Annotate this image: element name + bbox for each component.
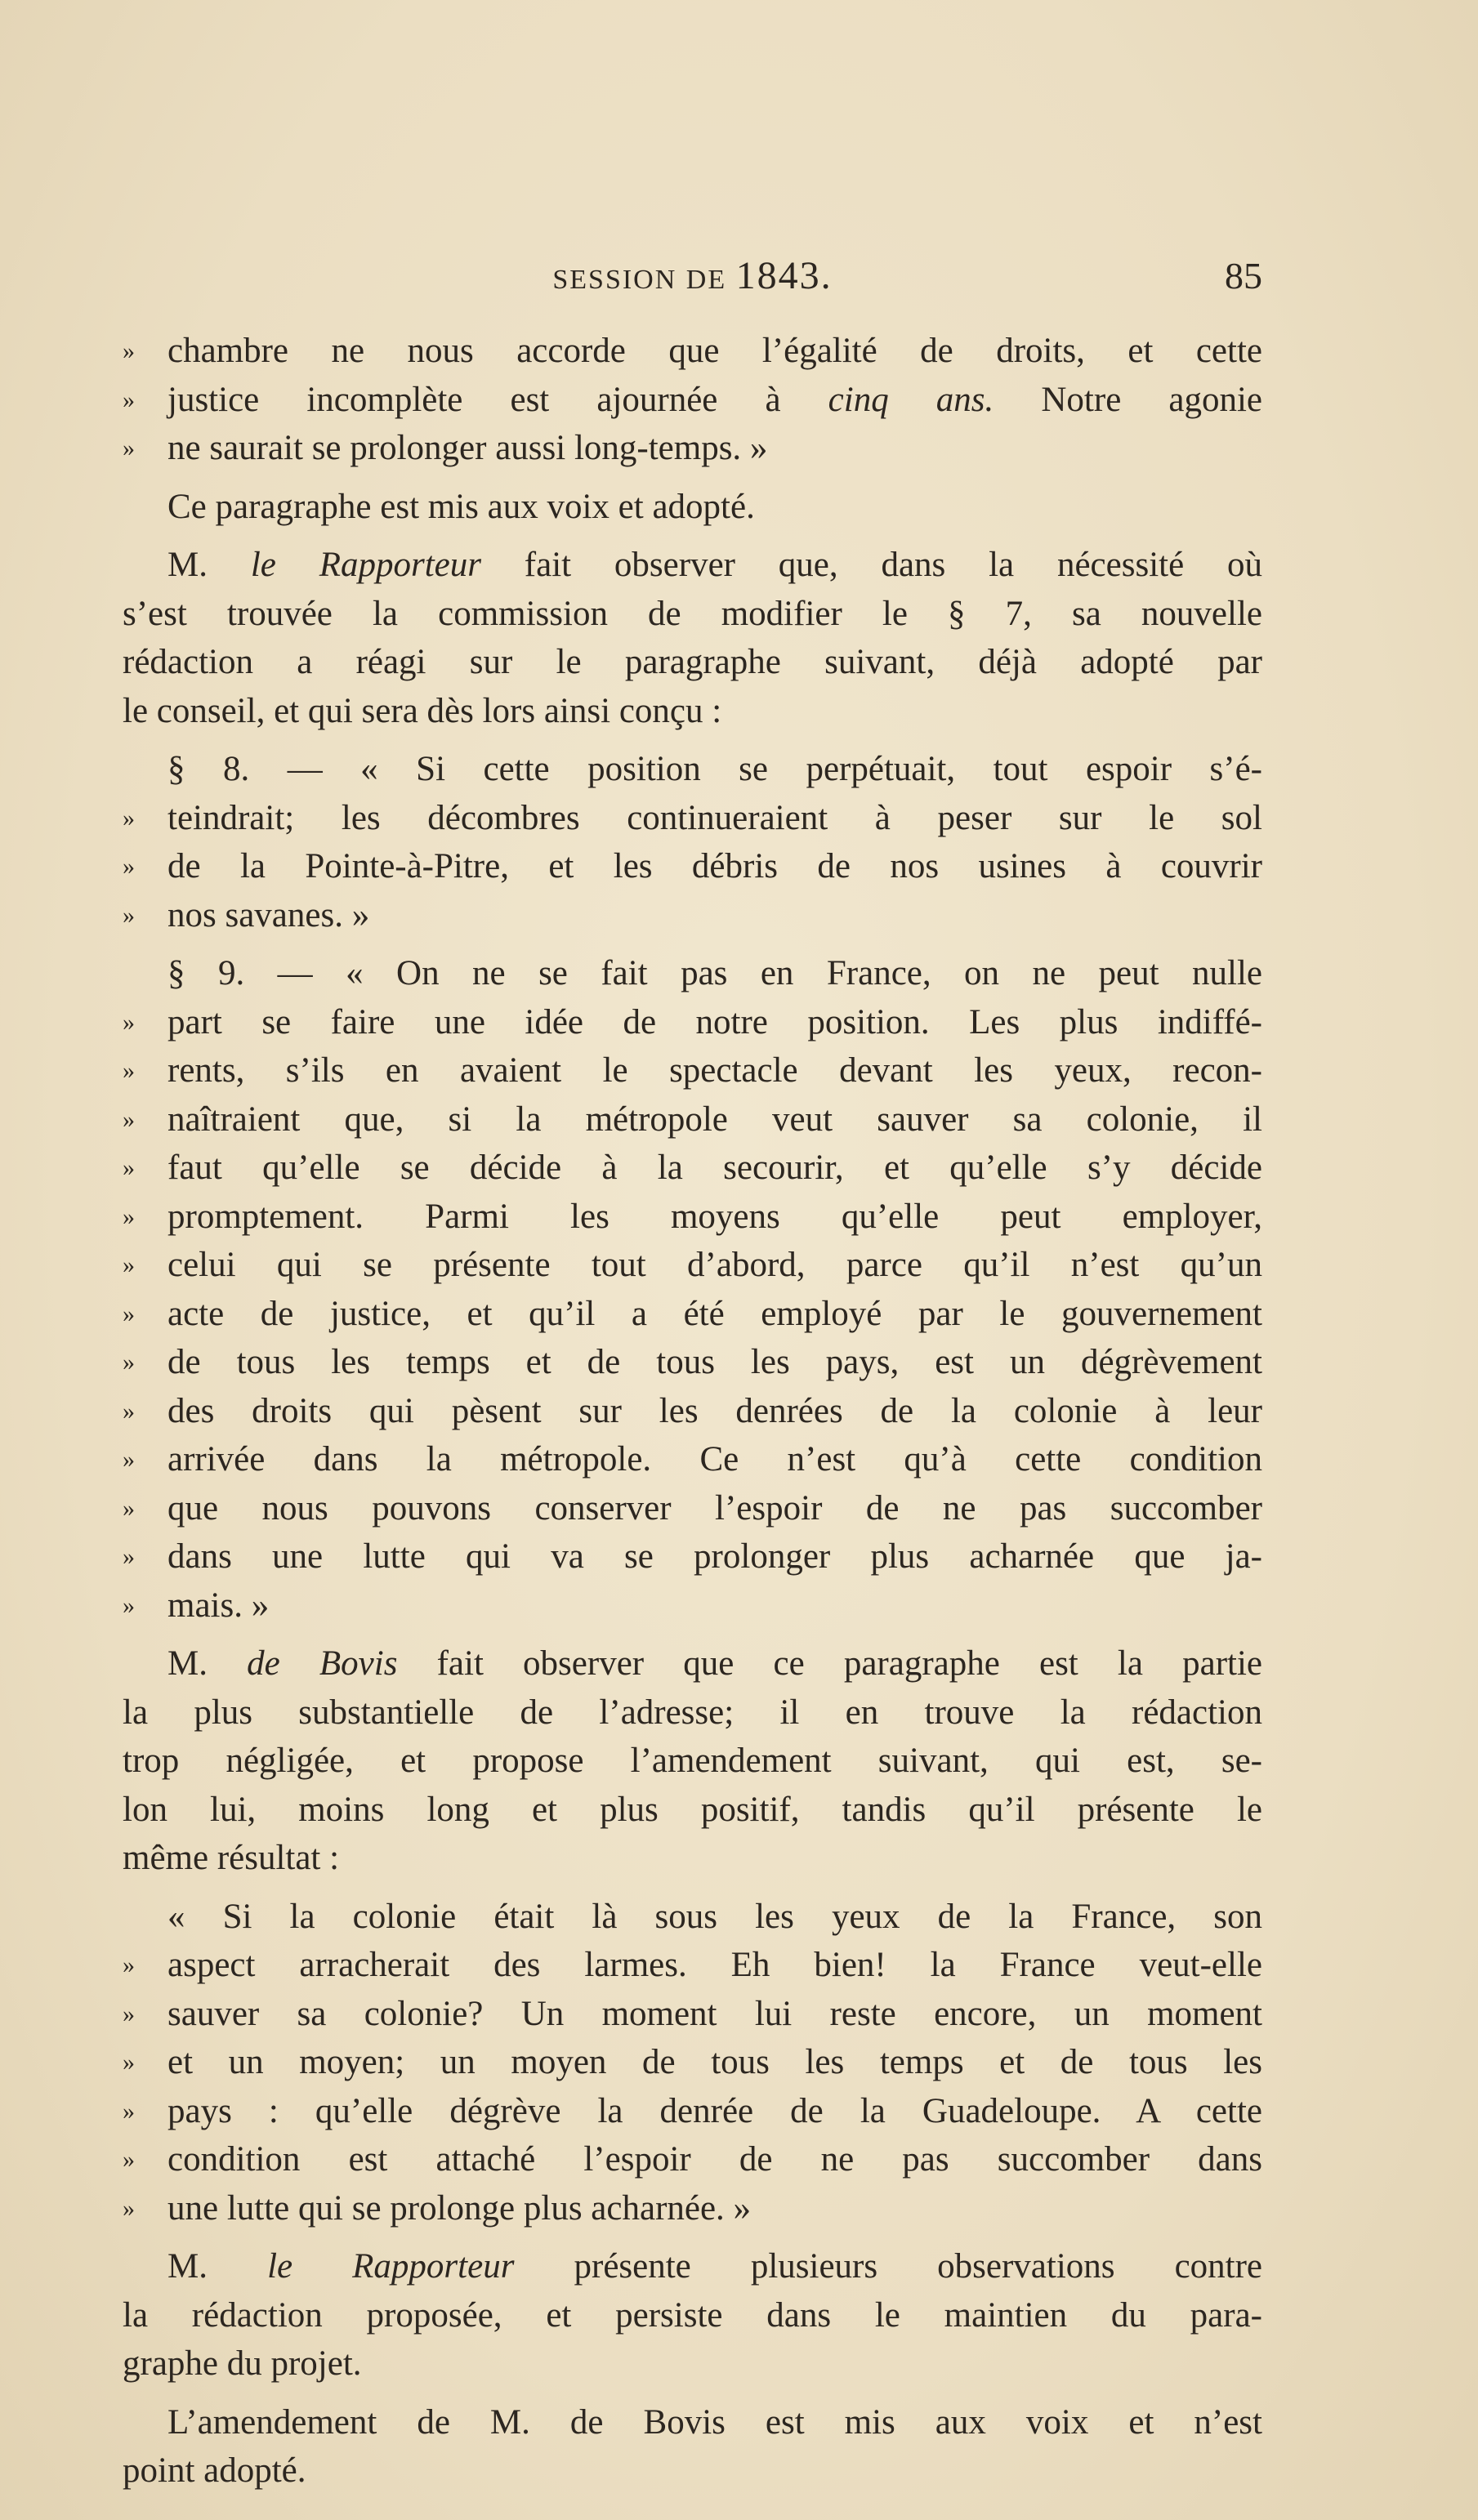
body-text xyxy=(123,327,1262,2495)
paragraph-gap xyxy=(123,1883,1262,1893)
text-line xyxy=(123,1737,1262,1786)
text-line xyxy=(123,891,1262,940)
line-text: la plus substantielle de l’adresse; il en trouve la rédaction xyxy=(123,1693,1262,1732)
text-line xyxy=(123,2339,1262,2388)
quote-mark: » xyxy=(123,853,135,880)
quote-mark: » xyxy=(123,901,135,929)
line-text: sauver sa colonie? Un moment lui reste encore, un moment xyxy=(167,1994,1262,2033)
line-italic-text: de Bovis xyxy=(247,1644,398,1683)
text-line xyxy=(123,1532,1262,1581)
line-text: graphe du projet. xyxy=(123,2344,362,2383)
line-text: trop négligée, et propose l’amendement suivant, qui est, se- xyxy=(123,1742,1262,1780)
quote-mark: » xyxy=(123,804,135,832)
line-text: naîtraient que, si la métropole veut sauver sa colonie, il xyxy=(167,1099,1262,1139)
line-text: condition est attaché l’espoir de ne pas succomber dans xyxy=(167,2140,1262,2179)
text-line xyxy=(123,327,1262,376)
text-line xyxy=(123,1990,1262,2039)
text-line xyxy=(123,1387,1262,1436)
quote-mark: » xyxy=(123,386,135,413)
line-text: des droits qui pèsent sur les denrées de la colonie à leur xyxy=(167,1391,1262,1430)
line-text: part se faire une idée de notre position. Les plus indiffé- xyxy=(167,1002,1262,1041)
quote-mark: » xyxy=(123,2146,135,2173)
text-line xyxy=(123,1893,1262,1942)
quote-mark: » xyxy=(123,1251,135,1278)
quote-mark: » xyxy=(123,1057,135,1084)
line-text: faut qu’elle se décide à la secourir, et qu’elle s’y décide xyxy=(167,1148,1262,1187)
text-line xyxy=(123,2087,1262,2136)
quote-mark: » xyxy=(123,435,135,462)
line-text: même résultat : xyxy=(123,1839,340,1877)
text-line xyxy=(123,1941,1262,1990)
line-text: de la Pointe-à-Pitre, et les débris de nos usines à couvrir xyxy=(167,847,1262,885)
line-text: point adopté. xyxy=(123,2451,306,2490)
line-text: que nous pouvons conserver l’espoir de ne pas succomber xyxy=(167,1488,1262,1528)
text-line xyxy=(123,1290,1262,1339)
line-text: promptement. Parmi les moyens qu’elle peut employer, xyxy=(167,1197,1262,1236)
paragraph-gap xyxy=(123,2388,1262,2398)
quote-mark: » xyxy=(123,1300,135,1327)
quote-mark: » xyxy=(123,1591,135,1619)
line-text: nos savanes. » xyxy=(167,895,370,934)
line-text: justice incomplète est ajournée à xyxy=(167,380,828,419)
text-line xyxy=(123,745,1262,794)
text-line xyxy=(123,1834,1262,1883)
text-line xyxy=(123,376,1262,425)
line-text: arrivée dans la métropole. Ce n’est qu’à cette condition xyxy=(167,1440,1262,1479)
line-text-continued: fait observer que ce paragraphe est la partie xyxy=(397,1644,1262,1683)
line-text: pays : qu’elle dégrève la denrée de la Guadeloupe. A cette xyxy=(167,2091,1262,2130)
running-header xyxy=(123,252,1262,301)
quote-mark: » xyxy=(123,1397,135,1425)
paragraph-gap xyxy=(123,1630,1262,1639)
text-line xyxy=(123,2291,1262,2340)
text-line xyxy=(123,1484,1262,1533)
running-title-word-1: SESSION xyxy=(552,265,677,295)
text-line xyxy=(123,1688,1262,1737)
paragraph-gap xyxy=(123,473,1262,483)
text-line xyxy=(123,1144,1262,1193)
line-text: de tous les temps et de tous les pays, est un dégrèvement xyxy=(167,1343,1262,1381)
quote-mark: » xyxy=(123,1349,135,1376)
line-text: M. xyxy=(167,1644,248,1683)
line-text: dans une lutte qui va se prolonger plus acharnée que ja- xyxy=(167,1537,1262,1576)
text-line xyxy=(123,998,1262,1047)
line-text: teindrait; les décombres continueraient à peser sur le sol xyxy=(167,798,1262,837)
text-line xyxy=(123,687,1262,736)
quote-mark: » xyxy=(123,2049,135,2076)
text-line xyxy=(123,1193,1262,1242)
line-text: rents, s’ils en avaient le spectacle devant les yeux, recon- xyxy=(167,1051,1262,1090)
line-italic-text: cinq ans. xyxy=(828,380,994,419)
line-text: s’est trouvée la commission de modifier le § 7, sa nouvelle xyxy=(123,594,1262,633)
paragraph-gap xyxy=(123,939,1262,949)
text-line xyxy=(123,483,1262,532)
line-text: et un moyen; un moyen de tous les temps et de tous les xyxy=(167,2043,1262,2081)
line-text: ne saurait se prolonger aussi long-temps. » xyxy=(167,429,768,467)
text-line xyxy=(123,1581,1262,1630)
quote-mark: » xyxy=(123,1154,135,1181)
text-line xyxy=(123,1435,1262,1484)
text-line xyxy=(123,842,1262,891)
text-line xyxy=(123,794,1262,843)
quote-mark: » xyxy=(123,1008,135,1036)
text-line xyxy=(123,949,1262,998)
text-line xyxy=(123,1095,1262,1144)
line-text: M. xyxy=(167,2247,268,2286)
running-title-word-2: DE xyxy=(685,265,727,295)
running-title xyxy=(123,252,1262,305)
line-text: Ce paragraphe est mis aux voix et adopté. xyxy=(167,487,755,526)
paragraph-gap xyxy=(123,2232,1262,2242)
running-title-year: 1843. xyxy=(735,254,833,297)
text-line xyxy=(123,2038,1262,2087)
quote-mark: » xyxy=(123,1202,135,1230)
line-text-continued: Notre agonie xyxy=(994,380,1262,419)
line-text: acte de justice, et qu’il a été employé par le gouvernement xyxy=(167,1294,1262,1333)
line-italic-text: le Rapporteur xyxy=(250,546,481,584)
text-line xyxy=(123,1046,1262,1095)
quote-mark: » xyxy=(123,1494,135,1522)
text-line xyxy=(123,1786,1262,1835)
text-line xyxy=(123,2242,1262,2291)
line-text: lon lui, moins long et plus positif, tandis qu’il présente le xyxy=(123,1790,1262,1829)
text-line xyxy=(123,638,1262,687)
line-text: § 9. — « On ne se fait pas en France, on ne peut nulle xyxy=(167,954,1262,992)
quote-mark: » xyxy=(123,337,135,364)
line-text: celui qui se présente tout d’abord, parce qu’il n’est qu’un xyxy=(167,1246,1262,1284)
text-line xyxy=(123,541,1262,590)
text-line xyxy=(123,1639,1262,1688)
quote-mark: » xyxy=(123,1105,135,1133)
line-text-continued: présente plusieurs observations contre xyxy=(514,2247,1263,2286)
quote-mark: » xyxy=(123,2097,135,2125)
text-line xyxy=(123,2184,1262,2233)
quote-mark: » xyxy=(123,2194,135,2222)
text-line xyxy=(123,2446,1262,2495)
line-text: M. xyxy=(167,546,251,584)
quote-mark: » xyxy=(123,1951,135,1978)
line-text: chambre ne nous accorde que l’égalité de droits, et cette xyxy=(167,332,1262,370)
line-text-continued: fait observer que, dans la nécessité où xyxy=(480,546,1263,584)
line-text: aspect arracherait des larmes. Eh bien! la France veut-elle xyxy=(167,1946,1262,1984)
paragraph-gap xyxy=(123,531,1262,541)
line-text: une lutte qui se prolonge plus acharnée. » xyxy=(167,2188,752,2228)
quote-mark: » xyxy=(123,1446,135,1473)
line-text: rédaction a réagi sur le paragraphe suivant, déjà adopté par xyxy=(123,643,1262,681)
quote-mark: » xyxy=(123,2000,135,2027)
line-text: le conseil, et qui sera dès lors ainsi conçu : xyxy=(123,691,722,730)
line-text: § 8. — « Si cette position se perpétuait, tout espoir s’é- xyxy=(167,750,1262,788)
line-text: « Si la colonie était là sous les yeux de la France, son xyxy=(167,1897,1262,1936)
text-line xyxy=(123,2398,1262,2447)
text-line xyxy=(123,2135,1262,2184)
text-line xyxy=(123,590,1262,639)
line-text: la rédaction proposée, et persiste dans le maintien du para- xyxy=(123,2295,1262,2335)
line-text: mais. » xyxy=(167,1586,270,1625)
quote-mark: » xyxy=(123,1543,135,1570)
paragraph-gap xyxy=(123,735,1262,745)
text-line xyxy=(123,1338,1262,1387)
text-line xyxy=(123,1241,1262,1290)
line-italic-text: le Rapporteur xyxy=(267,2247,515,2286)
page-number: 85 xyxy=(1225,255,1262,297)
line-text: L’amendement de M. de Bovis est mis aux voix et n’est xyxy=(167,2402,1262,2442)
text-line xyxy=(123,424,1262,473)
